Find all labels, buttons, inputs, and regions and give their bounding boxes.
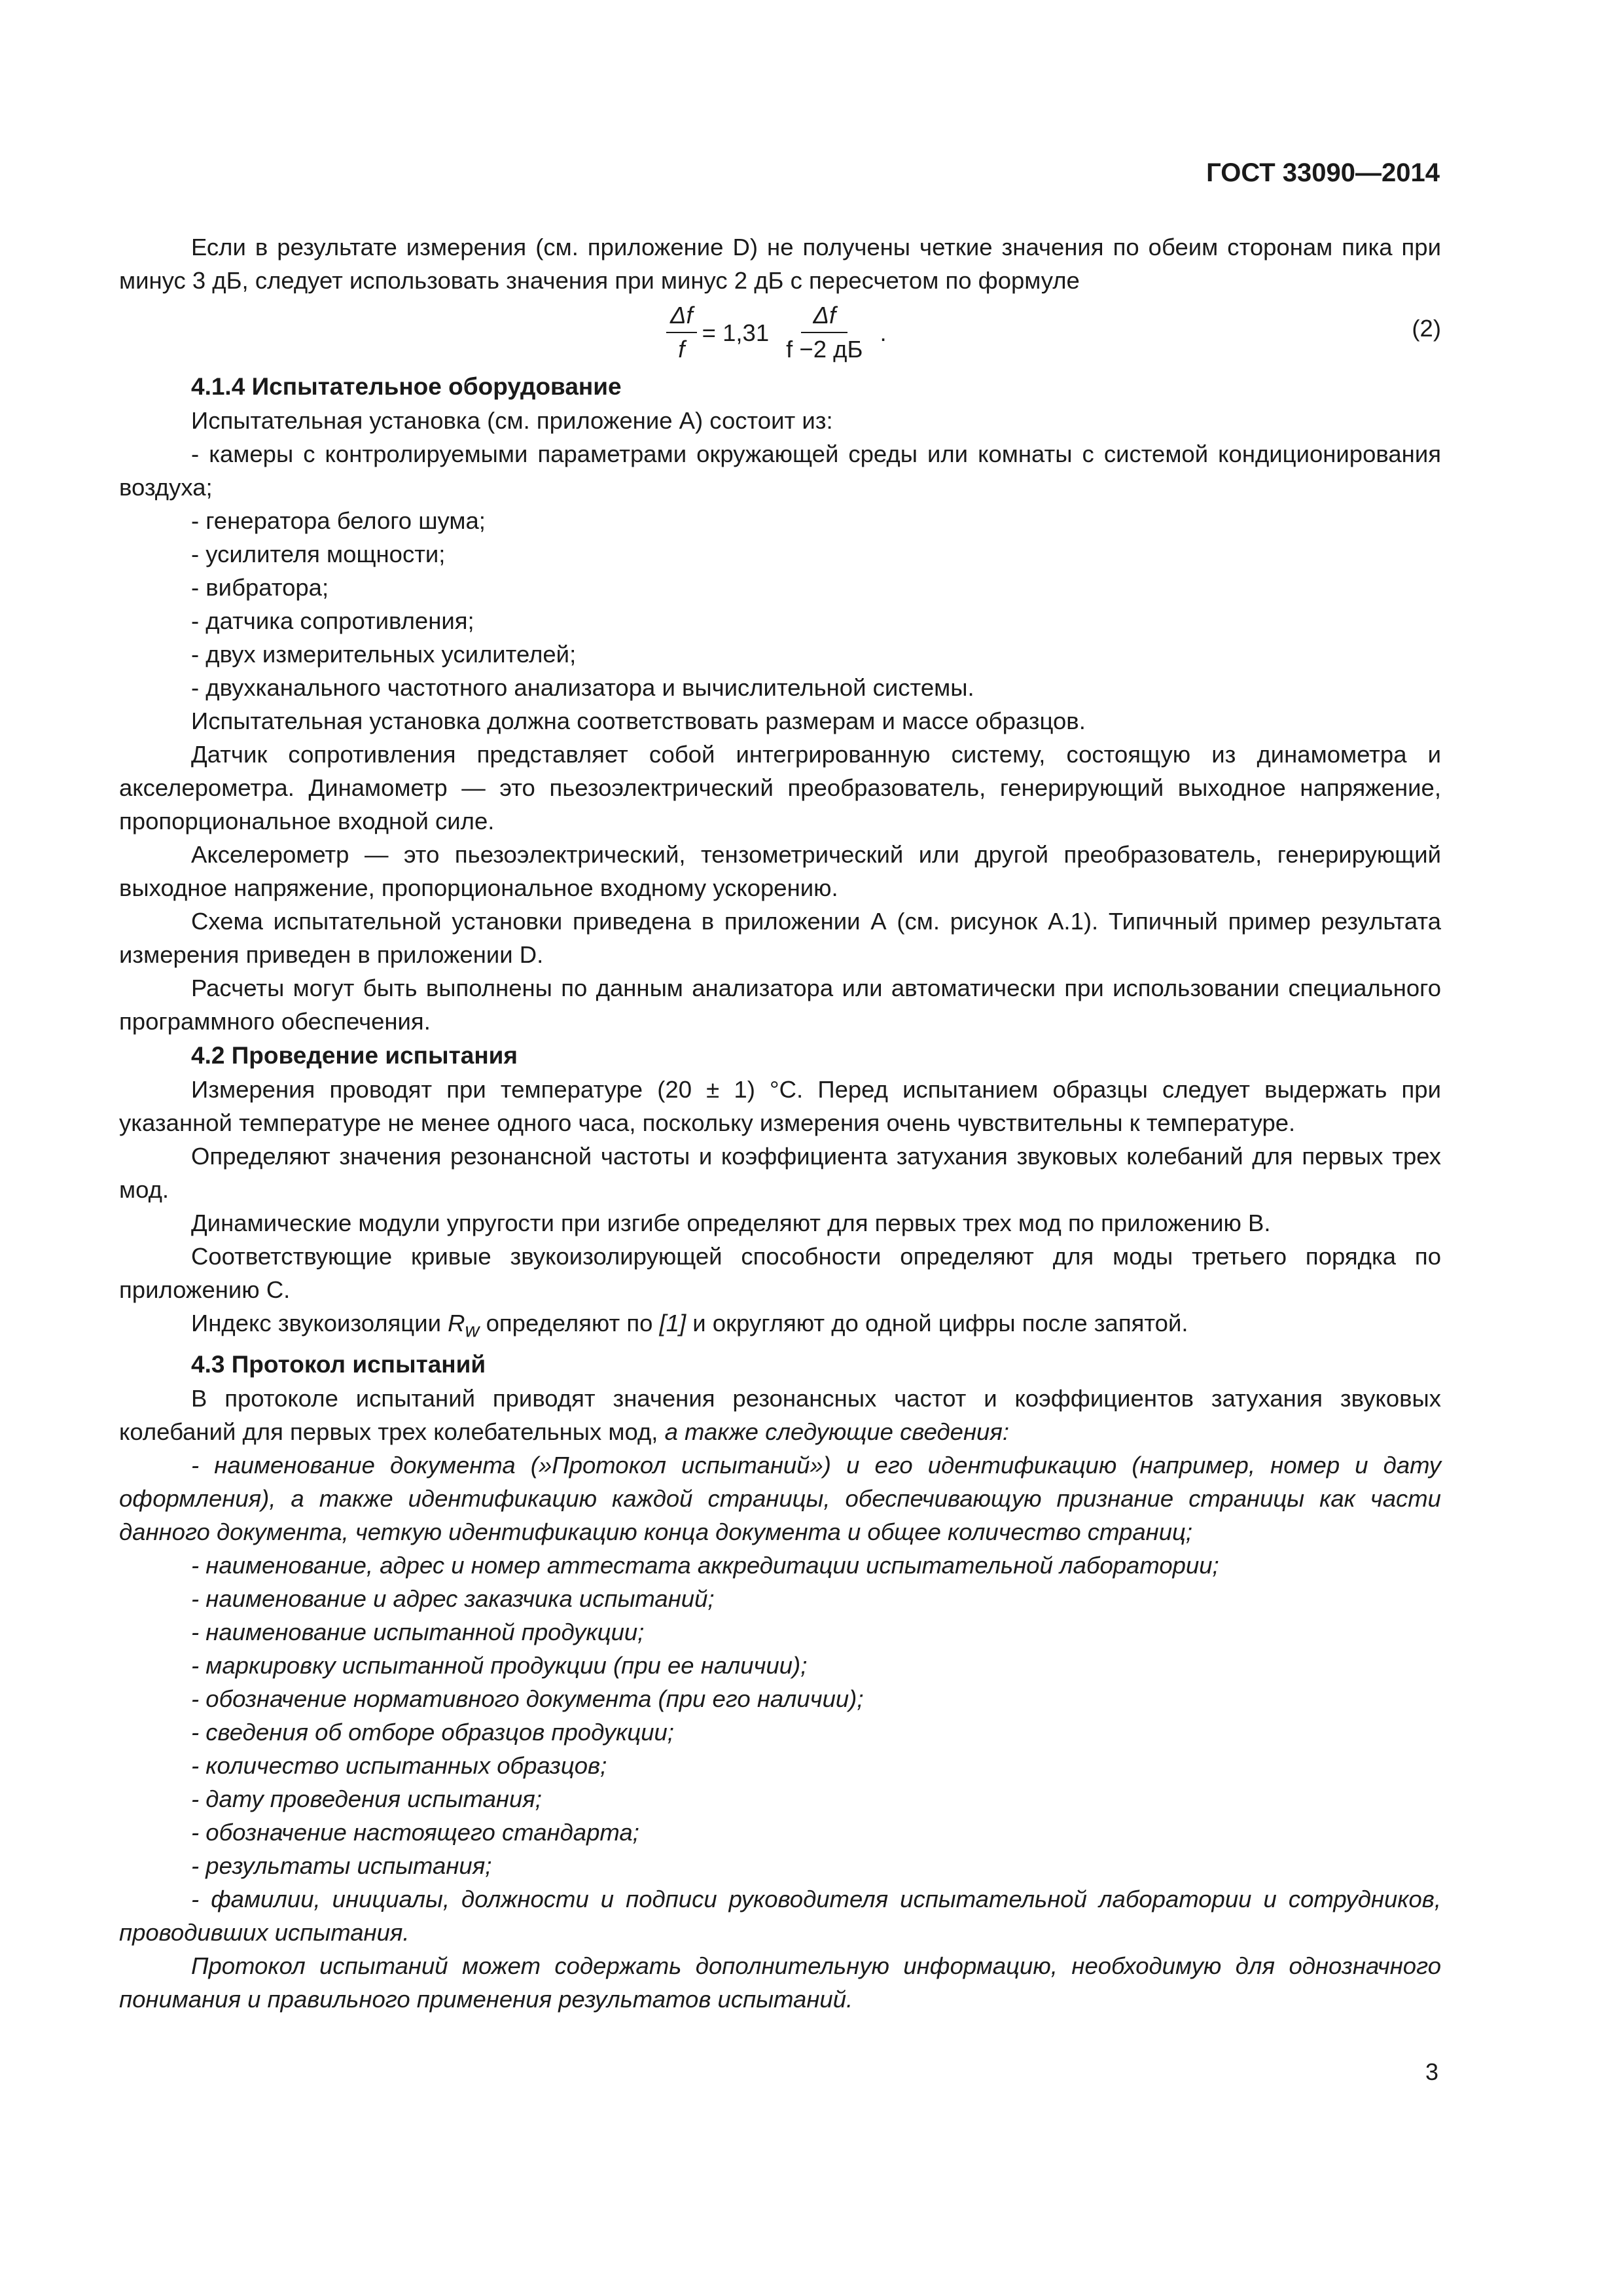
list-item: - наименование, адрес и номер аттестата аккредитации испытательной лаборатории; [191,1552,1219,1579]
section-lead [119,1382,1441,1448]
paragraph: Динамические модули упругости при изгибе определяют для первых трех мод по приложению В. [191,1210,1271,1236]
index-symbol-subscript: w [465,1319,480,1342]
section-heading-4-3: 4.3 Протокол испытаний [191,1351,486,1378]
list-item: - обозначение настоящего стандарта; [191,1819,639,1846]
index-text-middle: определяют по [479,1310,660,1336]
formula-rhs-numerator: Δf [801,302,847,333]
list-item: - дату проведения испытания; [191,1785,542,1813]
list-item: - наименование документа (»Протокол испытаний») и его идентификацию (например, номер и дату оформления), а также идентификацию каждой страницы, обеспечивающую признание страницы как части данного документа, четкую идентификацию конца документа и общее количество страниц; [119,1452,1441,1546]
formula-lhs-numerator: Δf [666,302,697,333]
paragraph: Определяют значения резонансной частоты и коэффициента затухания звуковых колебаний для первых трех мод. [119,1143,1441,1203]
formula-coefficient: = 1,31 [702,319,770,346]
paragraph: Испытательная установка должна соответствовать размерам и массе образцов. [191,708,1086,734]
intro-paragraph: Если в результате измерения (см. приложение D) не получены четкие значения по обеим сторонам пика при минус 3 дБ, следует использовать значения при минус 2 дБ с пересчетом по формуле [119,234,1441,294]
list-item: - усилителя мощности; [191,541,446,567]
paragraph: Расчеты могут быть выполнены по данным анализатора или автоматически при использовании специального программного обеспечения. [119,975,1441,1035]
lead-text: В протоколе испытаний приводят значения резонансных частот и коэффициентов затухания звуковых колебаний для первых трех колебательных мод, [119,1385,1441,1446]
list-item: - фамилии, инициалы, должности и подписи руководителя испытательной лаборатории и сотрудников, проводивших испытания. [119,1886,1441,1946]
formula-number: (2) [1412,315,1441,342]
paragraph: Акселерометр — это пьезоэлектрический, тензометрический или другой преобразователь, генерирующий выходное напряжение, пропорциональное входному ускорению. [119,841,1441,901]
formula-lhs-fraction [666,302,697,363]
list-item: - наименование и адрес заказчика испытаний; [191,1585,715,1613]
list-item: - генератора белого шума; [191,507,486,534]
paragraph: Датчик сопротивления представляет собой интегрированную систему, состоящую из динамометра и акселерометра. Динамометр — это пьезоэлектрический преобразователь, генерирующий выходное напряжение, пропорциональное входной силе. [119,741,1441,834]
list-item: - сведения об отборе образцов продукции; [191,1719,674,1746]
list-item: - камеры с контролируемыми параметрами окружающей среды или комнаты с системой кондиционирования воздуха; [119,440,1441,501]
lead-text-italic: а также следующие сведения: [664,1418,1009,1446]
paragraph: Измерения проводят при температуре (20 ± 1) °С. Перед испытанием образцы следует выдержать при указанной температуре не менее одного часа, поскольку измерения очень чувствительны к температуре. [119,1076,1441,1136]
list-item: - двухканального частотного анализатора и вычислительной системы. [191,674,974,701]
formula-body [666,298,892,367]
index-text-start: Индекс звукоизоляции [191,1310,448,1336]
list-item: - двух измерительных усилителей; [191,641,577,668]
list-item: - вибратора; [191,574,329,601]
index-symbol [448,1310,480,1342]
formula-lhs-denominator: f [678,336,685,363]
page-number: 3 [1425,2058,1438,2085]
list-item: - наименование испытанной продукции; [191,1619,645,1646]
index-symbol-r: R [448,1310,465,1336]
formula-2 [119,298,1441,367]
list-item: - обозначение нормативного документа (при его наличии); [191,1685,864,1713]
paragraph: Схема испытательной установки приведена в приложении А (см. рисунок А.1). Типичный пример результата измерения приведен в приложении D. [119,908,1441,968]
section-heading-4-1-4: 4.1.4 Испытательное оборудование [191,373,622,400]
bibliography-reference: [1] [659,1310,687,1336]
closing-paragraph: Протокол испытаний может содержать дополнительную информацию, необходимую для однозначного понимания и правильного применения результатов испытаний. [119,1952,1441,2013]
paragraph: Соответствующие кривые звукоизолирующей способности определяют для моды третьего порядка по приложению С. [119,1243,1441,1303]
formula-end: . [880,319,887,346]
index-text-end: и округляют до одной цифры после запятой. [686,1310,1188,1336]
list-item: - количество испытанных образцов; [191,1752,607,1780]
document-code: ГОСТ 33090—2014 [1206,158,1440,187]
formula-rhs-denominator: f −2 дБ [786,336,863,363]
list-item: - датчика сопротивления; [191,607,474,634]
formula-rhs-fraction [774,302,874,363]
section-lead: Испытательная установка (см. приложение А) состоит из: [191,407,833,434]
list-item: - маркировку испытанной продукции (при ее наличии); [191,1652,808,1679]
section-heading-4-2: 4.2 Проведение испытания [191,1042,518,1069]
index-paragraph [119,1306,1441,1347]
page-content [119,230,1441,2016]
list-item: - результаты испытания; [191,1852,492,1880]
